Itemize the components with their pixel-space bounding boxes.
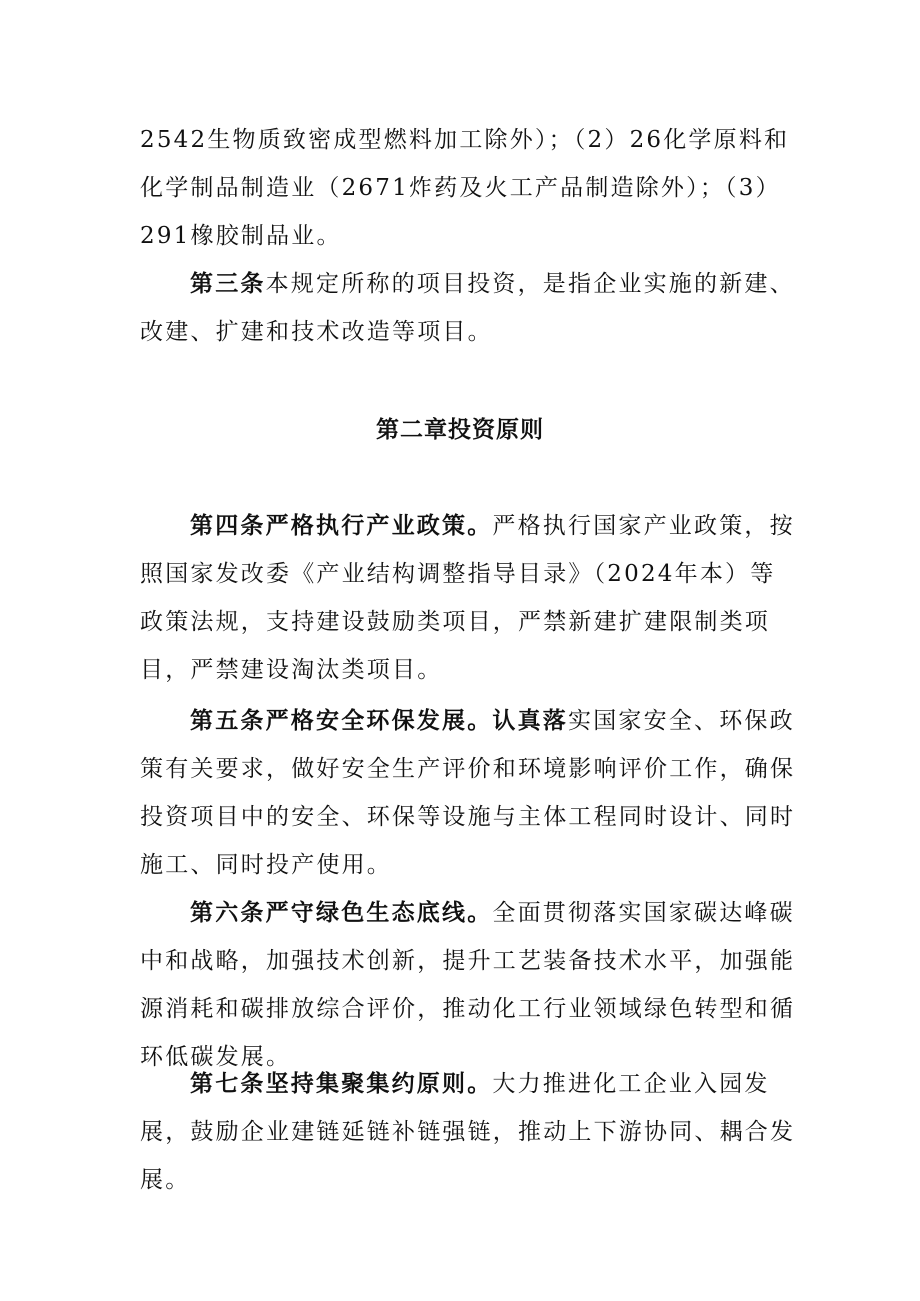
article-5-heading: 第五条严格安全环保发展。认真落 — [190, 707, 568, 734]
continuation-text: 2542生物质致密成型燃料加工除外）；（2）26化学原料和化学制品制造业（2671炸药及火工产品制造除外）；（3）291橡胶制品业。 — [140, 127, 790, 249]
article-6-text: 全面贯彻落实国家碳达峰碳中和战略，加强技术创新，提升工艺装备技术水平，加强能源消耗和碳排放综合评价，推动化工行业领域绿色转型和循环低碳发展。 — [140, 900, 796, 1070]
article-7-text: 大力推进化工企业入园发展，鼓励企业建链延链补链强链，推动上下游协同、耦合发展。 — [140, 1071, 796, 1193]
article-4-text: 严格执行国家产业政策，按照国家发改委《产业结构调整指导目录》（2024年本）等政策法规，支持建设鼓励类项目，严禁新建扩建限制类项目，严禁建设淘汰类项目。 — [140, 513, 795, 683]
continuation-paragraph — [140, 116, 800, 260]
article-5-paragraph — [140, 697, 800, 889]
article-4-heading: 第四条严格执行产业政策。 — [190, 512, 493, 539]
article-7-paragraph — [140, 1060, 800, 1204]
chapter-2-title: 第二章投资原则 — [376, 416, 544, 443]
article-5-text: 实国家安全、环保政策有关要求，做好安全生产评价和环境影响评价工作，确保投资项目中的安全、环保等设施与主体工程同时设计、同时施工、同时投产使用。 — [140, 708, 796, 878]
article-3-paragraph — [140, 260, 800, 356]
article-6-paragraph — [140, 889, 800, 1081]
article-6-heading: 第六条严守绿色生态底线。 — [190, 899, 493, 926]
article-3-heading: 第三条 — [190, 270, 266, 297]
article-4-paragraph — [140, 502, 800, 694]
article-7-heading: 第七条坚持集聚集约原则。 — [190, 1070, 493, 1097]
article-3-text: 本规定所称的项目投资，是指企业实施的新建、改建、扩建和技术改造等项目。 — [140, 271, 795, 345]
